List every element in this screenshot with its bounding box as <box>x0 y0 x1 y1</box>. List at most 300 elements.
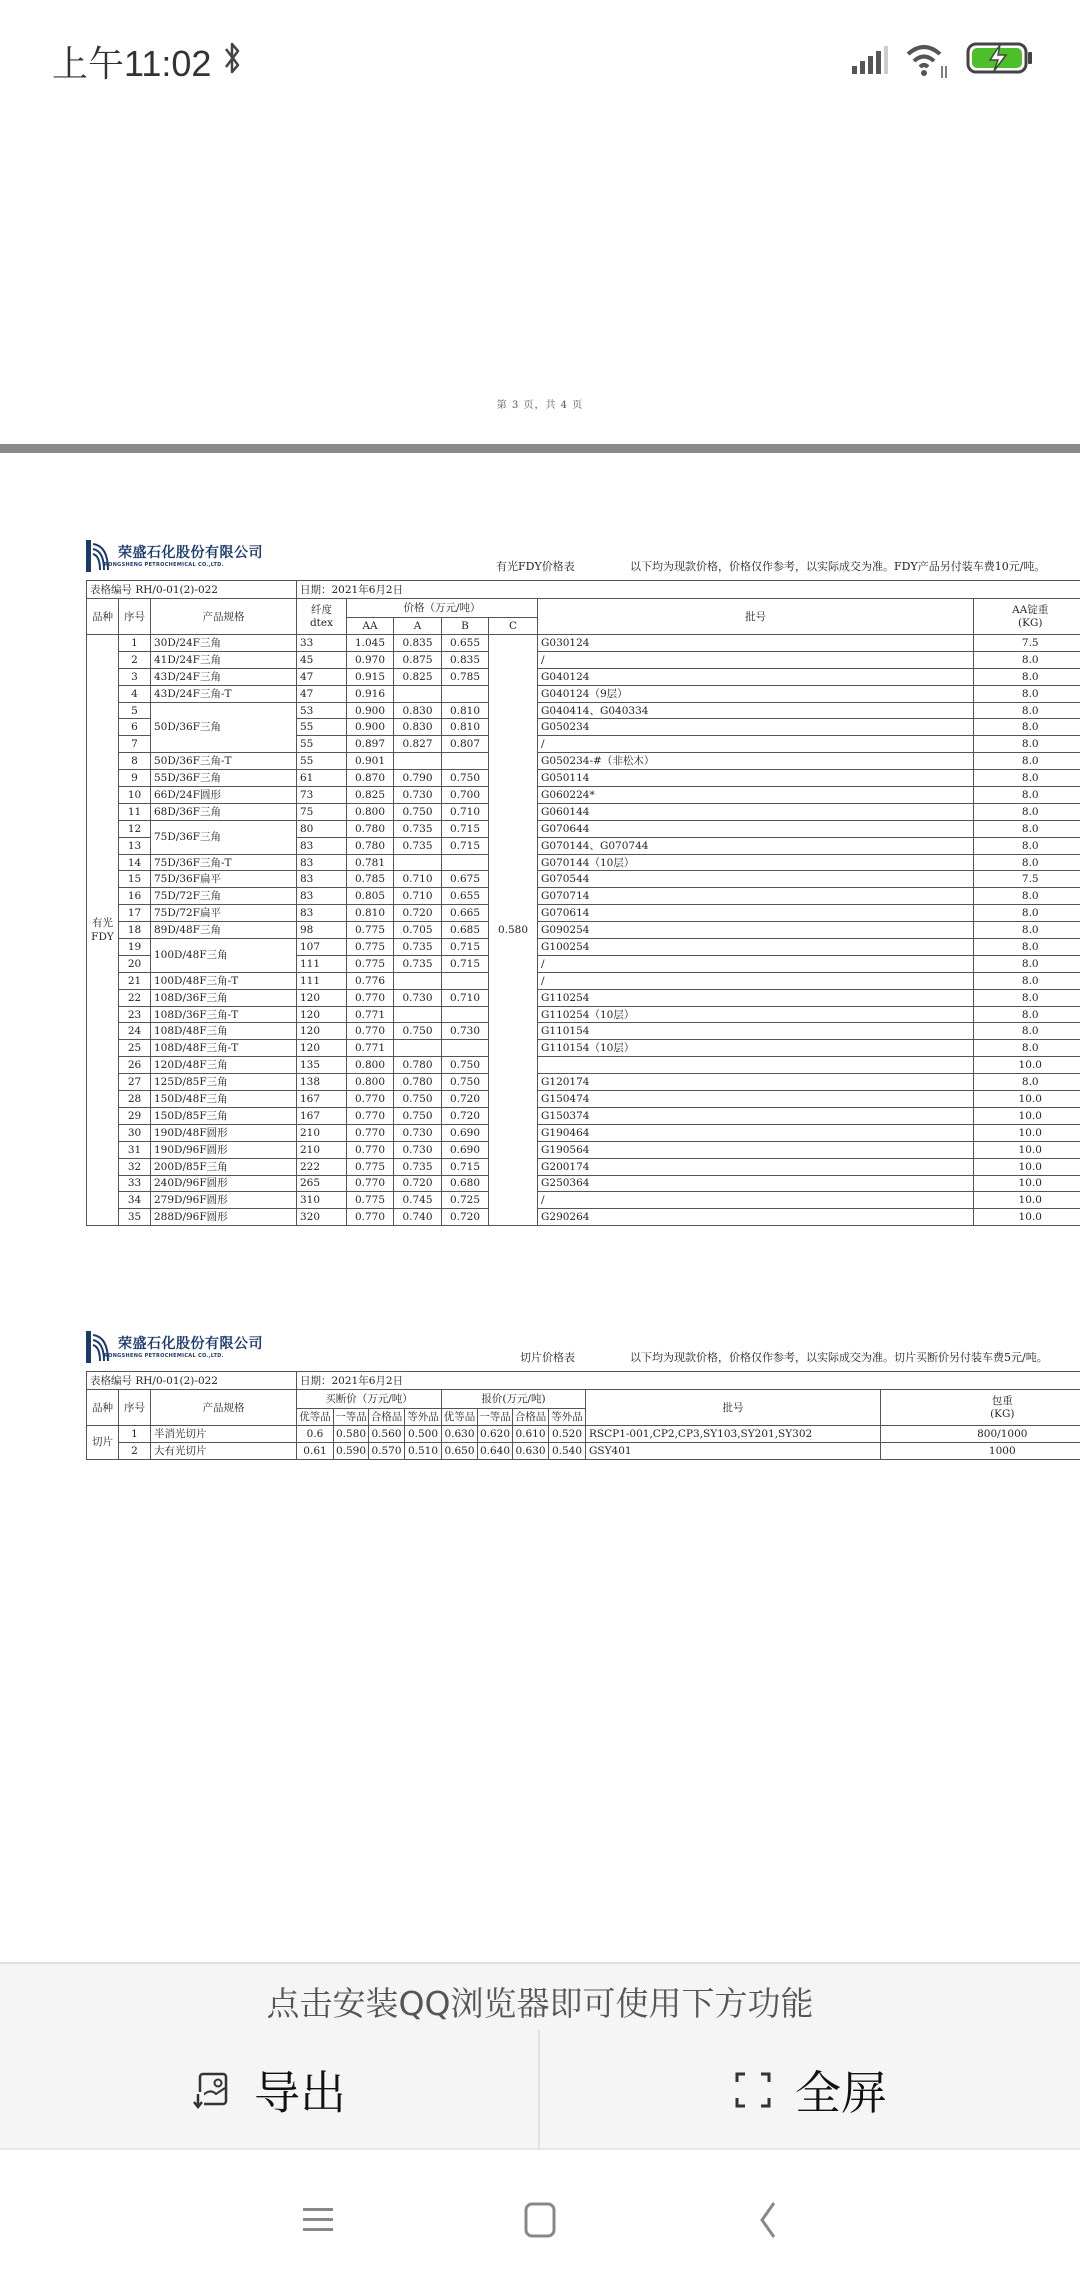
spec-cell: 43D/24F三角 <box>151 668 297 685</box>
dtex-cell: 83 <box>297 905 347 922</box>
price-b-cell <box>442 753 489 770</box>
price-b-cell: 0.655 <box>442 635 489 652</box>
table-row <box>87 1426 1080 1443</box>
dtex-cell: 222 <box>297 1158 347 1175</box>
seq-cell: 18 <box>119 922 151 939</box>
seq-cell: 1 <box>119 635 151 652</box>
price-a-cell: 0.780 <box>394 1074 442 1091</box>
seq-cell: 3 <box>119 668 151 685</box>
seq-cell: 8 <box>119 753 151 770</box>
weight-cell: 8.0 <box>974 972 1080 989</box>
price-a-cell: 0.875 <box>394 651 442 668</box>
spec-cell: 43D/24F三角-T <box>151 685 297 702</box>
weight-cell: 8.0 <box>974 770 1080 787</box>
price-b-cell: 0.690 <box>442 1141 489 1158</box>
header-spec: 产品规格 <box>151 599 297 635</box>
header-weight-label: AA锭重 <box>1012 603 1049 616</box>
price-a-cell <box>394 854 442 871</box>
dtex-cell: 75 <box>297 803 347 820</box>
batch-cell: G090254 <box>538 922 974 939</box>
weight-cell: 8.0 <box>974 787 1080 804</box>
buyout-price-cell: 0.61 <box>297 1442 334 1459</box>
seq-cell: 31 <box>119 1141 151 1158</box>
table-row <box>87 1040 1080 1057</box>
fullscreen-icon <box>733 2068 773 2112</box>
weight-cell: 8.0 <box>974 753 1080 770</box>
qq-install-banner-text[interactable]: 点击安装QQ浏览器即可使用下方功能 <box>266 1984 814 2023</box>
price-aa-cell: 0.915 <box>347 668 394 685</box>
seq-cell: 32 <box>119 1158 151 1175</box>
batch-cell: G150474 <box>538 1091 974 1108</box>
price-b-cell: 0.675 <box>442 871 489 888</box>
price-aa-cell: 0.775 <box>347 955 394 972</box>
seq-cell: 20 <box>119 955 151 972</box>
price-aa-cell: 0.901 <box>347 753 394 770</box>
price-b-cell: 0.835 <box>442 651 489 668</box>
price-a-cell: 0.750 <box>394 803 442 820</box>
price-a-cell: 0.710 <box>394 871 442 888</box>
price-aa-cell: 0.770 <box>347 1209 394 1226</box>
batch-cell: G070614 <box>538 905 974 922</box>
fdy-meta-row <box>87 581 1080 599</box>
price-b-cell: 0.750 <box>442 770 489 787</box>
batch-cell: / <box>538 955 974 972</box>
spec-cell: 41D/24F三角 <box>151 651 297 668</box>
table-row <box>87 1442 1080 1459</box>
weight-cell: 8.0 <box>974 651 1080 668</box>
system-nav-bar <box>0 2152 1080 2280</box>
price-aa-cell: 0.900 <box>347 719 394 736</box>
table-row <box>87 702 1080 719</box>
batch-cell: G050234-#（非松木） <box>538 753 974 770</box>
table-row <box>87 1023 1080 1040</box>
price-aa-cell: 0.825 <box>347 787 394 804</box>
dtex-cell: 45 <box>297 651 347 668</box>
seq-cell: 21 <box>119 972 151 989</box>
price-b-cell: 0.715 <box>442 939 489 956</box>
batch-cell: G070544 <box>538 871 974 888</box>
seq-cell: 22 <box>119 989 151 1006</box>
battery-charging-icon <box>966 42 1034 74</box>
batch-cell: G150374 <box>538 1107 974 1124</box>
spec-cell: 108D/48F三角 <box>151 1023 297 1040</box>
buyout-price-cell: 0.590 <box>334 1442 369 1459</box>
price-b-cell: 0.750 <box>442 1057 489 1074</box>
chip-header-buyout: 买断价（万元/吨） <box>297 1390 442 1409</box>
batch-cell <box>538 1057 974 1074</box>
chip-quote-grade: 优等品 <box>442 1409 478 1426</box>
chip-quote-grade: 合格品 <box>513 1409 549 1426</box>
chip-table-note: 以下均为现款价格，价格仅作参考，以实际成交为准。切片买断价另付装车费5元/吨。 <box>630 1351 1048 1364</box>
fdy-date: 日期：2021年6月2日 <box>297 581 1080 599</box>
price-b-cell: 0.715 <box>442 820 489 837</box>
chip-buy-grade: 等外品 <box>405 1409 442 1426</box>
batch-cell: GSY401 <box>586 1442 881 1459</box>
dtex-cell: 47 <box>297 668 347 685</box>
price-aa-cell: 0.775 <box>347 1192 394 1209</box>
seq-cell: 30 <box>119 1124 151 1141</box>
seq-cell: 2 <box>119 651 151 668</box>
table-row <box>87 651 1080 668</box>
spec-cell: 279D/96F圆形 <box>151 1192 297 1209</box>
batch-cell: G070714 <box>538 888 974 905</box>
spec-cell: 190D/96F圆形 <box>151 1141 297 1158</box>
dtex-cell: 61 <box>297 770 347 787</box>
back-icon <box>756 2200 780 2240</box>
spec-cell: 75D/36F扁平 <box>151 871 297 888</box>
weight-cell: 8.0 <box>974 702 1080 719</box>
price-aa-cell: 0.870 <box>347 770 394 787</box>
seq-cell: 2 <box>119 1442 151 1459</box>
fdy-table-title: 有光FDY价格表 <box>496 560 575 573</box>
spec-cell: 75D/36F三角 <box>151 820 297 854</box>
price-a-cell: 0.730 <box>394 989 442 1006</box>
price-b-cell <box>442 1040 489 1057</box>
buyout-price-cell: 0.580 <box>334 1426 369 1443</box>
spec-cell: 125D/85F三角 <box>151 1074 297 1091</box>
price-aa-cell: 0.897 <box>347 736 394 753</box>
spec-cell: 108D/48F三角-T <box>151 1040 297 1057</box>
table-row <box>87 685 1080 702</box>
price-a-cell: 0.735 <box>394 837 442 854</box>
header-fineness <box>297 599 347 635</box>
batch-cell: / <box>538 972 974 989</box>
qq-install-banner[interactable] <box>0 1962 1080 2030</box>
price-a-cell <box>394 972 442 989</box>
dtex-cell: 55 <box>297 753 347 770</box>
seq-cell: 19 <box>119 939 151 956</box>
fullscreen-button[interactable] <box>540 2030 1080 2150</box>
price-b-cell: 0.720 <box>442 1107 489 1124</box>
price-aa-cell: 0.785 <box>347 871 394 888</box>
seq-cell: 16 <box>119 888 151 905</box>
price-aa-cell: 0.900 <box>347 702 394 719</box>
price-a-cell <box>394 685 442 702</box>
price-a-cell: 0.825 <box>394 668 442 685</box>
price-aa-cell: 0.781 <box>347 854 394 871</box>
spec-cell: 200D/85F三角 <box>151 1158 297 1175</box>
price-a-cell: 0.735 <box>394 820 442 837</box>
dtex-cell: 120 <box>297 1023 347 1040</box>
seq-cell: 27 <box>119 1074 151 1091</box>
price-b-cell <box>442 685 489 702</box>
variety-line: 有光 <box>92 917 113 930</box>
price-a-cell <box>394 753 442 770</box>
price-a-cell: 0.730 <box>394 1124 442 1141</box>
chip-header-weight-unit: (KG) <box>990 1407 1015 1420</box>
weight-cell: 8.0 <box>974 820 1080 837</box>
weight-cell: 8.0 <box>974 955 1080 972</box>
price-aa-cell: 0.800 <box>347 1057 394 1074</box>
price-aa-cell: 0.800 <box>347 1074 394 1091</box>
spec-cell: 75D/72F扁平 <box>151 905 297 922</box>
table-row <box>87 888 1080 905</box>
fdy-header-row <box>87 599 1080 618</box>
weight-cell: 10.0 <box>974 1141 1080 1158</box>
company-name-cn: 荣盛石化股份有限公司 <box>118 545 263 561</box>
header-grade-c: C <box>489 618 538 635</box>
table-row <box>87 1057 1080 1074</box>
dtex-cell: 55 <box>297 719 347 736</box>
spec-cell: 100D/48F三角 <box>151 939 297 973</box>
weight-cell: 8.0 <box>974 854 1080 871</box>
header-variety: 品种 <box>87 599 119 635</box>
price-a-cell: 0.730 <box>394 787 442 804</box>
dtex-cell: 310 <box>297 1192 347 1209</box>
price-b-cell: 0.655 <box>442 888 489 905</box>
header-fineness-label: 纤度 <box>311 603 332 616</box>
price-a-cell <box>394 1040 442 1057</box>
price-a-cell: 0.705 <box>394 922 442 939</box>
header-price: 价格（万元/吨） <box>347 599 538 618</box>
spec-cell: 240D/96F圆形 <box>151 1175 297 1192</box>
dtex-cell: 98 <box>297 922 347 939</box>
dtex-cell: 138 <box>297 1074 347 1091</box>
page-separator <box>0 444 1080 453</box>
spec-cell: 89D/48F三角 <box>151 922 297 939</box>
weight-cell: 10.0 <box>974 1124 1080 1141</box>
batch-cell: G100254 <box>538 939 974 956</box>
quote-price-cell: 0.540 <box>549 1442 586 1459</box>
spec-cell: 100D/48F三角-T <box>151 972 297 989</box>
chip-doc-header <box>86 1331 1080 1371</box>
weight-cell: 8.0 <box>974 1074 1080 1091</box>
price-a-cell: 0.735 <box>394 939 442 956</box>
price-b-cell: 0.810 <box>442 702 489 719</box>
batch-cell: G110254 <box>538 989 974 1006</box>
seq-cell: 28 <box>119 1091 151 1108</box>
batch-cell: G190564 <box>538 1141 974 1158</box>
price-a-cell: 0.827 <box>394 736 442 753</box>
price-aa-cell: 0.770 <box>347 1141 394 1158</box>
price-aa-cell: 0.771 <box>347 1006 394 1023</box>
company-name-cn: 荣盛石化股份有限公司 <box>118 1336 263 1352</box>
header-weight-unit: (KG) <box>1018 616 1043 629</box>
price-a-cell: 0.780 <box>394 1057 442 1074</box>
price-aa-cell: 0.771 <box>347 1040 394 1057</box>
table-row <box>87 1091 1080 1108</box>
spec-cell: 150D/48F三角 <box>151 1091 297 1108</box>
dtex-cell: 83 <box>297 854 347 871</box>
dtex-cell: 111 <box>297 972 347 989</box>
buyout-price-cell: 0.560 <box>369 1426 405 1443</box>
dtex-cell: 210 <box>297 1141 347 1158</box>
price-a-cell: 0.830 <box>394 702 442 719</box>
price-aa-cell: 0.770 <box>347 1091 394 1108</box>
spec-cell: 66D/24F圆形 <box>151 787 297 804</box>
dtex-cell: 55 <box>297 736 347 753</box>
seq-cell: 7 <box>119 736 151 753</box>
price-b-cell: 0.730 <box>442 1023 489 1040</box>
batch-cell: G070144、G070744 <box>538 837 974 854</box>
fdy-table-note: 以下均为现款价格，价格仅作参考，以实际成交为准。FDY产品另付装车费10元/吨。 <box>630 560 1046 573</box>
weight-cell: 8.0 <box>974 1023 1080 1040</box>
batch-cell: G110254（10层） <box>538 1006 974 1023</box>
batch-cell: G040414、G040334 <box>538 702 974 719</box>
batch-cell: G110154（10层） <box>538 1040 974 1057</box>
price-b-cell: 0.710 <box>442 803 489 820</box>
price-b-cell: 0.750 <box>442 1074 489 1091</box>
seq-cell: 10 <box>119 787 151 804</box>
dtex-cell: 320 <box>297 1209 347 1226</box>
price-a-cell: 0.735 <box>394 955 442 972</box>
company-logo <box>86 540 286 576</box>
spec-cell: 75D/36F三角-T <box>151 854 297 871</box>
home-button[interactable] <box>510 2190 570 2250</box>
batch-cell: G060224* <box>538 787 974 804</box>
weight-cell: 8.0 <box>974 668 1080 685</box>
status-bar <box>0 0 1080 120</box>
quote-price-cell: 0.620 <box>478 1426 513 1443</box>
table-row <box>87 753 1080 770</box>
buyout-price-cell: 0.6 <box>297 1426 334 1443</box>
chip-buy-grade: 合格品 <box>369 1409 405 1426</box>
chip-meta-row <box>87 1372 1080 1390</box>
chip-header-seq: 序号 <box>119 1390 151 1426</box>
batch-cell: G070644 <box>538 820 974 837</box>
seq-cell: 9 <box>119 770 151 787</box>
quote-price-cell: 0.640 <box>478 1442 513 1459</box>
header-grade-b: B <box>442 618 489 635</box>
batch-cell: G190464 <box>538 1124 974 1141</box>
batch-cell: G070144（10层） <box>538 854 974 871</box>
dtex-cell: 135 <box>297 1057 347 1074</box>
spec-cell: 120D/48F三角 <box>151 1057 297 1074</box>
dtex-cell: 107 <box>297 939 347 956</box>
table-row <box>87 635 1080 652</box>
price-aa-cell: 0.770 <box>347 1175 394 1192</box>
price-aa-cell: 0.775 <box>347 939 394 956</box>
seq-cell: 14 <box>119 854 151 871</box>
table-row <box>87 905 1080 922</box>
company-logo <box>86 1331 286 1367</box>
price-a-cell: 0.720 <box>394 905 442 922</box>
batch-cell: G040124 <box>538 668 974 685</box>
weight-cell: 10.0 <box>974 1175 1080 1192</box>
fdy-form-no: 表格编号 RH/0-01(2)-022 <box>87 581 297 599</box>
price-b-cell: 0.715 <box>442 1158 489 1175</box>
dtex-cell: 83 <box>297 888 347 905</box>
chip-header-batch: 批号 <box>586 1390 881 1426</box>
seq-cell: 35 <box>119 1209 151 1226</box>
batch-cell: / <box>538 736 974 753</box>
price-aa-cell: 0.775 <box>347 1158 394 1175</box>
weight-cell: 1000 <box>881 1442 1080 1459</box>
variety-cell: 切片 <box>87 1426 119 1460</box>
spec-cell: 75D/72F三角 <box>151 888 297 905</box>
weight-cell: 10.0 <box>974 1091 1080 1108</box>
price-a-cell: 0.750 <box>394 1091 442 1108</box>
table-row <box>87 1158 1080 1175</box>
price-a-cell: 0.835 <box>394 635 442 652</box>
chip-date: 日期：2021年6月2日 <box>297 1372 1080 1390</box>
chip-header-variety: 品种 <box>87 1390 119 1426</box>
batch-cell: G050234 <box>538 719 974 736</box>
back-button[interactable] <box>738 2190 798 2250</box>
weight-cell: 10.0 <box>974 1107 1080 1124</box>
batch-cell: G030124 <box>538 635 974 652</box>
price-b-cell: 0.807 <box>442 736 489 753</box>
batch-cell: G250364 <box>538 1175 974 1192</box>
price-b-cell: 0.725 <box>442 1192 489 1209</box>
spec-cell: 150D/85F三角 <box>151 1107 297 1124</box>
wifi-icon <box>904 40 952 80</box>
header-grade-a: A <box>394 618 442 635</box>
header-fineness-unit: dtex <box>309 616 334 629</box>
price-b-cell: 0.700 <box>442 787 489 804</box>
seq-cell: 15 <box>119 871 151 888</box>
price-a-cell: 0.740 <box>394 1209 442 1226</box>
action-bar <box>0 2030 1080 2150</box>
weight-cell: 7.5 <box>974 635 1080 652</box>
table-row <box>87 820 1080 837</box>
price-aa-cell: 0.775 <box>347 922 394 939</box>
table-row <box>87 939 1080 956</box>
seq-cell: 23 <box>119 1006 151 1023</box>
seq-cell: 11 <box>119 803 151 820</box>
chip-header-weight <box>881 1390 1080 1426</box>
price-aa-cell: 1.045 <box>347 635 394 652</box>
price-aa-cell: 0.770 <box>347 1023 394 1040</box>
spec-cell: 30D/24F三角 <box>151 635 297 652</box>
batch-cell: G200174 <box>538 1158 974 1175</box>
price-a-cell: 0.730 <box>394 1141 442 1158</box>
header-batch: 批号 <box>538 599 974 635</box>
home-icon <box>523 2202 557 2238</box>
table-row <box>87 1074 1080 1091</box>
variety-cell <box>87 635 119 1226</box>
buyout-price-cell: 0.500 <box>405 1426 442 1443</box>
seq-cell: 5 <box>119 702 151 719</box>
table-row <box>87 854 1080 871</box>
price-aa-cell: 0.770 <box>347 1107 394 1124</box>
export-button[interactable] <box>0 2030 540 2150</box>
chip-header-spec: 产品规格 <box>151 1390 297 1426</box>
weight-cell: 8.0 <box>974 939 1080 956</box>
price-aa-cell: 0.780 <box>347 837 394 854</box>
price-a-cell: 0.710 <box>394 888 442 905</box>
dtex-cell: 73 <box>297 787 347 804</box>
price-a-cell: 0.790 <box>394 770 442 787</box>
price-b-cell: 0.715 <box>442 837 489 854</box>
company-name-en: RONGSHENG PETROCHEMICAL CO.,LTD. <box>104 562 224 568</box>
weight-cell: 8.0 <box>974 922 1080 939</box>
table-row <box>87 989 1080 1006</box>
price-a-cell: 0.720 <box>394 1175 442 1192</box>
table-row <box>87 1006 1080 1023</box>
weight-cell: 8.0 <box>974 719 1080 736</box>
batch-cell: G040124（9层） <box>538 685 974 702</box>
price-b-cell: 0.710 <box>442 989 489 1006</box>
price-b-cell: 0.785 <box>442 668 489 685</box>
header-grade-aa: AA <box>347 618 394 635</box>
weight-cell: 8.0 <box>974 888 1080 905</box>
price-aa-cell: 0.916 <box>347 685 394 702</box>
table-row <box>87 922 1080 939</box>
dtex-cell: 120 <box>297 1040 347 1057</box>
spec-cell: 半消光切片 <box>151 1426 297 1443</box>
batch-cell: G060144 <box>538 803 974 820</box>
menu-button[interactable] <box>288 2190 348 2250</box>
price-b-cell: 0.810 <box>442 719 489 736</box>
seq-cell: 24 <box>119 1023 151 1040</box>
buyout-price-cell: 0.570 <box>369 1442 405 1459</box>
table-row <box>87 1107 1080 1124</box>
batch-cell: G290264 <box>538 1209 974 1226</box>
price-a-cell: 0.750 <box>394 1023 442 1040</box>
seq-cell: 26 <box>119 1057 151 1074</box>
seq-cell: 12 <box>119 820 151 837</box>
